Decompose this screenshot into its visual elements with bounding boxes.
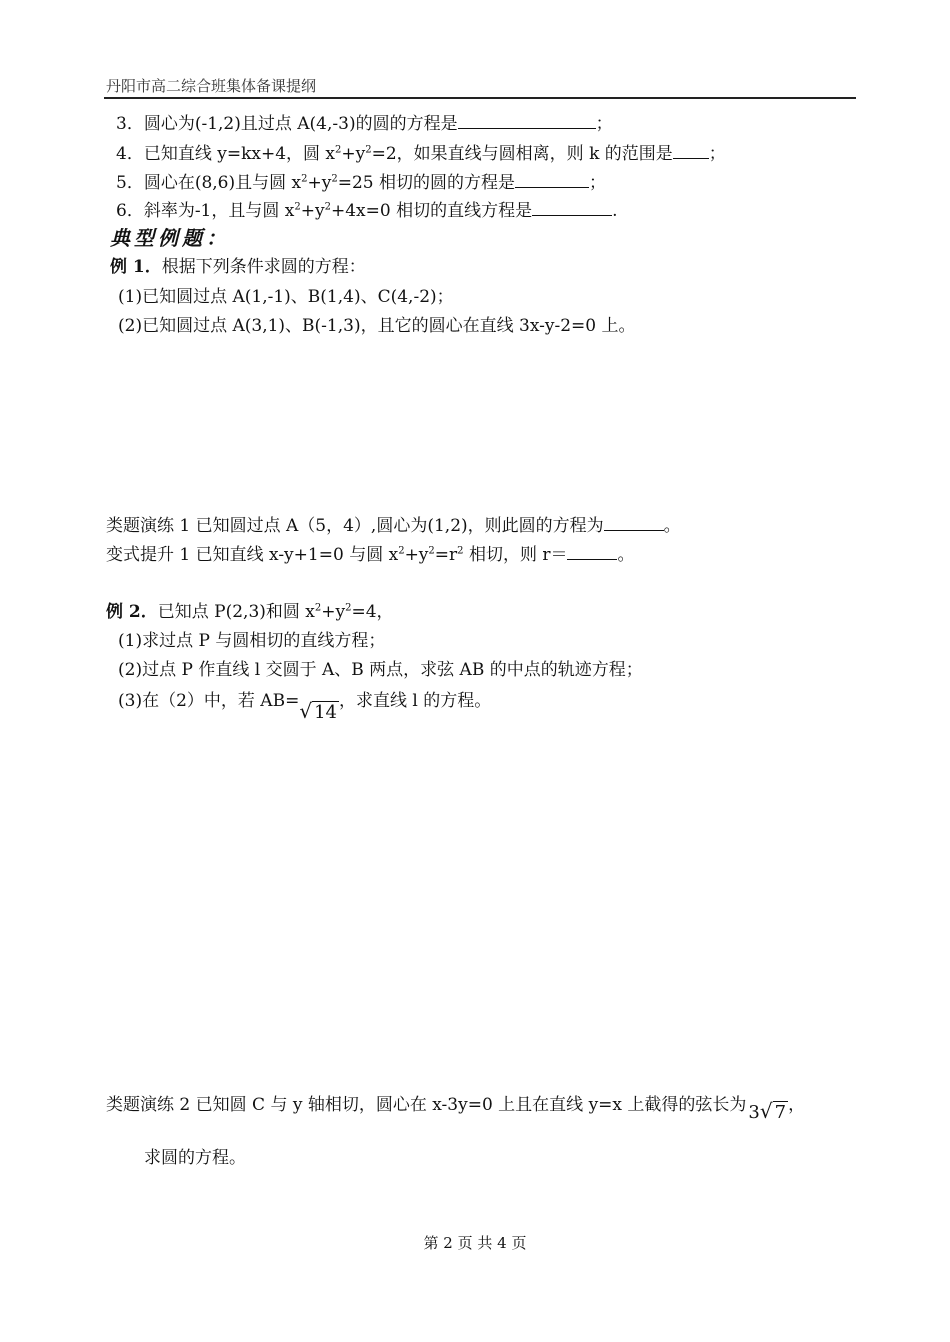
practice-1-text: 类题演练 1 已知圆过点 A（5，4）,圆心为(1,2)，则此圆的方程为 [106,516,604,536]
practice-1-tail: 。 [663,516,681,536]
three-sqrt-7-formula: 3√ 7 [748,1099,787,1123]
question-4-text: +y [341,144,366,164]
example-2-label: 例 2． [106,602,158,622]
answer-blank [515,171,589,188]
superscript: 2 [314,602,322,614]
example-1-part-1: (1)已知圆过点 A(1,-1)、B(1,4)、C(4,-2)； [118,287,454,307]
variant-1-text: =r [434,545,458,565]
example-2-text: =4， [351,602,394,622]
question-6 [116,199,618,222]
example-1-text: 根据下列条件求圆的方程： [161,257,366,277]
question-5-text: 5．圆心在(8,6)且与圆 x [116,173,302,193]
page-footer: 第 2 页 共 4 页 [423,1234,527,1252]
answer-blank [567,543,617,560]
superscript: 2 [324,201,331,213]
variant-1-text: 相切，则 r＝ [463,545,568,565]
superscript: 2 [365,144,372,156]
example-2-part-3 [118,688,492,723]
question-5 [116,171,606,194]
variant-1 [106,543,634,566]
practice-2-text: 类题演练 2 已知圆 C 与 y 轴相切，圆心在 x-3y=0 上且在直线 y=x 上截得的弦长为 [106,1095,747,1115]
variant-1-text: +y [404,545,429,565]
radicand: 14 [314,702,337,723]
question-6-text: 6．斜率为-1，且与圆 x [116,201,295,221]
question-6-text: +y [300,201,325,221]
radicand: 7 [774,1102,787,1123]
sqrt-14-formula: √ 14 [299,699,337,723]
answer-blank [673,142,709,159]
superscript: 2 [301,173,308,185]
example-1 [110,256,366,278]
superscript: 2 [335,144,342,156]
example-1-part-2: (2)已知圆过点 A(3,1)、B(-1,3)，且它的圆心在直线 3x-y-2=0 上。 [118,316,636,336]
variant-1-tail: 。 [617,545,635,565]
question-6-text: +4x=0 相切的直线方程是 [330,201,533,221]
example-1-label: 例 1． [110,257,162,277]
example-2-part-3-tail: ，求直线 l 的方程。 [338,691,492,711]
question-5-text: +y [307,173,332,193]
answer-blank [532,199,612,216]
question-3-tail: ； [595,114,613,134]
question-4-text: =2，如果直线与圆相离，则 k 的范围是 [371,144,673,164]
question-4-tail: ； [708,144,726,164]
superscript: 2 [294,201,301,213]
superscript: 2 [428,545,435,557]
question-4 [116,142,726,165]
superscript: 2 [398,545,405,557]
example-2-text: 已知点 P(2,3)和圆 x [157,602,315,622]
practice-2-tail: ， [788,1095,806,1115]
section-title: 典型例题： [110,226,230,250]
question-4-text: 4．已知直线 y=kx+4，圆 x [116,144,336,164]
practice-2-line-2: 求圆的方程。 [144,1148,246,1168]
example-2-part-3-text: (3)在（2）中，若 AB= [118,691,300,711]
practice-1 [106,514,681,537]
superscript: 2 [457,545,464,557]
question-5-text: =25 相切的圆的方程是 [337,173,515,193]
example-2 [106,601,394,623]
example-2-part-1: (1)求过点 P 与圆相切的直线方程； [118,631,386,651]
coefficient: 3 [748,1102,760,1123]
practice-2 [106,1092,806,1123]
example-2-part-2: (2)过点 P 作直线 l 交圆于 A、B 两点，求弦 AB 的中点的轨迹方程； [118,660,643,680]
example-2-text: +y [321,602,346,622]
answer-blank [458,112,596,129]
question-3-text: 3．圆心为(-1,2)且过点 A(4,-3)的圆的方程是 [116,114,458,134]
question-3 [116,112,613,135]
superscript: 2 [345,602,352,614]
header-divider [104,97,856,99]
page-header-title: 丹阳市高二综合班集体备课提纲 [106,77,317,95]
question-6-tail: . [612,201,618,221]
superscript: 2 [331,173,338,185]
question-5-tail: ； [589,173,606,193]
answer-blank [604,514,664,531]
variant-1-text: 变式提升 1 已知直线 x-y+1=0 与圆 x [106,545,399,565]
